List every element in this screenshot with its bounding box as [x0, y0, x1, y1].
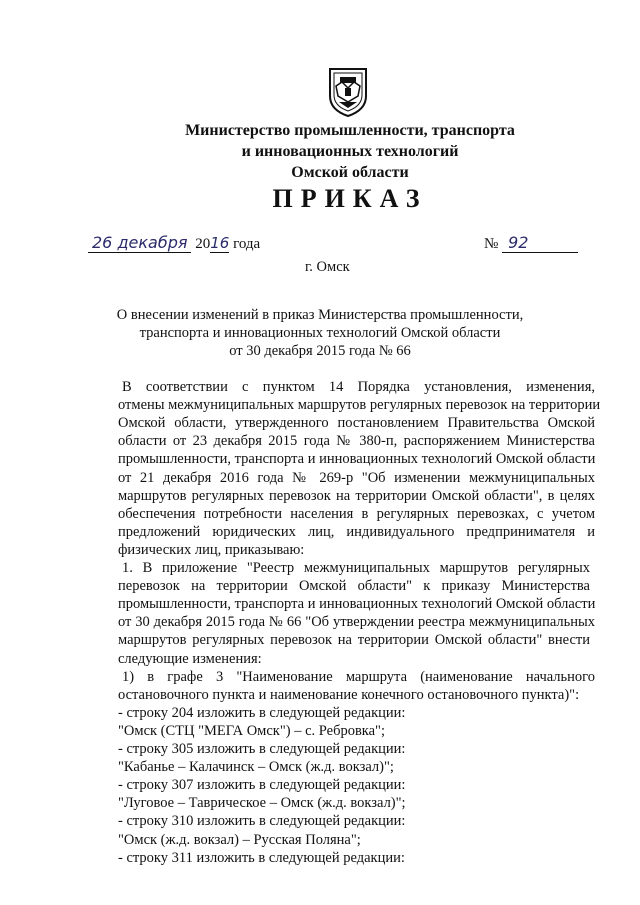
body-line: промышленности, транспорта и инновационных технологий Омской области [118, 451, 596, 467]
subject-line-2: транспорта и инновационных технологий Омской области [139, 325, 501, 341]
number-label: № [484, 236, 499, 252]
body-line: обеспечения потребности населения в регулярных перевозках, с учетом [118, 506, 595, 522]
body-line: физических лиц, приказываю: [118, 542, 305, 558]
ministry-name-line-1: Министерство промышленности, транспорта [185, 122, 515, 139]
subject-line-1: О внесении изменений в приказ Министерства промышленности, [116, 307, 524, 323]
body-line: "Омск (СТЦ "МЕГА Омск") – с. Ребровка"; [118, 723, 385, 739]
number-handwritten: 92 [502, 234, 578, 253]
body-line: Омской области, утвержденного постановлением Правительства Омской [118, 415, 595, 431]
body-line: - строку 204 изложить в следующей редакции: [118, 705, 406, 721]
body-line: 1. В приложение "Реестр межмуниципальных маршрутов регулярных [122, 560, 590, 576]
body-line: "Кабанье – Калачинск – Омск (ж.д. вокзал)"; [118, 759, 394, 775]
body-line: - строку 310 изложить в следующей редакции: [118, 813, 406, 829]
city-name: г. Омск [305, 259, 350, 275]
ministry-name-line-2: и инновационных технологий [241, 143, 459, 160]
body-line: перевозок на территории Омской области" к приказу Министерства [118, 578, 590, 594]
body-line: маршрутов регулярных перевозок на территории Омской области", в целях [118, 488, 595, 504]
body-line: "Луговое – Таврическое – Омск (ж.д. вокзал)"; [118, 795, 406, 811]
body-line: маршрутов регулярных перевозок на территории Омской области" внести [118, 632, 590, 648]
body-line: В соответствии с пунктом 14 Порядка установления, изменения, [122, 379, 595, 395]
body-line: 1) в графе 3 "Наименование маршрута (наименование начального [122, 669, 595, 685]
body-line: "Омск (ж.д. вокзал) – Русская Поляна"; [118, 832, 361, 848]
body-line: отмены межмуниципальных маршрутов регулярных перевозок на территории [118, 397, 601, 413]
coat-of-arms-emblem [327, 66, 369, 118]
body-line: от 21 декабря 2016 года № 269-р "Об изменении межмуниципальных [118, 470, 595, 486]
number-line [484, 234, 578, 253]
body-line: - строку 311 изложить в следующей редакции: [118, 850, 405, 866]
year-suffix: года [233, 236, 261, 252]
body-line: следующие изменения: [118, 651, 262, 667]
body-line: - строку 305 изложить в следующей редакции: [118, 741, 406, 757]
date-handwritten: 26 декабря [88, 233, 191, 253]
ministry-name-line-3: Омской области [291, 164, 409, 181]
year-handwritten: 16 [210, 234, 230, 252]
document-title: ПРИКАЗ [272, 184, 428, 213]
body-line: области от 23 декабря 2015 года № 380-п, распоряжением Министерства [118, 433, 595, 449]
body-line: промышленности, транспорта и инновационных технологий Омской области [118, 596, 596, 612]
subject-line-3: от 30 декабря 2015 года № 66 [229, 343, 411, 359]
body-line: от 30 декабря 2015 года № 66 "Об утверждении реестра межмуниципальных [118, 614, 595, 630]
body-line: - строку 307 изложить в следующей редакции: [118, 777, 406, 793]
body-line: предложений юридических лиц, индивидуального предпринимателя и [118, 524, 595, 540]
body-line: остановочного пункта и наименование конечного остановочного пункта)": [118, 687, 580, 703]
date-line [88, 234, 260, 253]
year-prefix: 20 [195, 236, 211, 252]
